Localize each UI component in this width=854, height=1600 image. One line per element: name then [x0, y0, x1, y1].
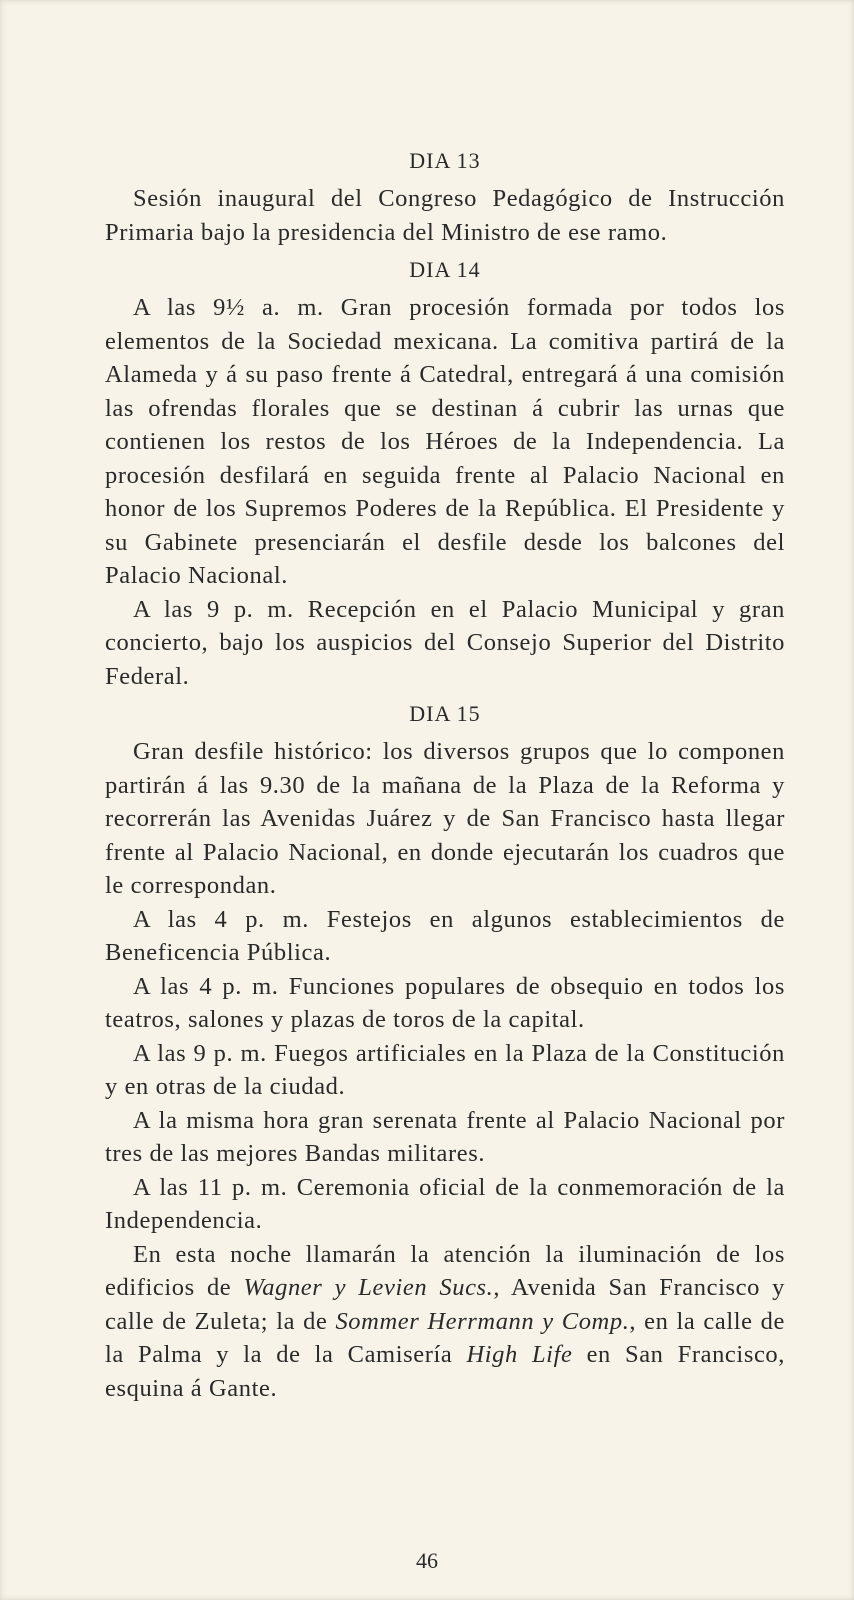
closing-text-1: En esta noche llamarán la atención la iluminación de los edificios de	[105, 1240, 785, 1301]
day-15-paragraph-6: A las 11 p. m. Ceremonia oficial de la conmemoración de la Independencia.	[105, 1173, 785, 1234]
page-body	[105, 140, 785, 1405]
day-14-paragraph-2: A las 9 p. m. Recepción en el Palacio Municipal y gran concierto, bajo los auspicios del Consejo Superior del Distrito Federal.	[105, 595, 785, 690]
day-15-paragraph-1: Gran desfile histórico: los diversos grupos que lo componen partirán á las 9.30 de la mañana de la Plaza de la Reforma y recorrerán las Avenidas Juárez y de San Francisco hasta llegar frente al Palacio Nacional, en donde ejecutarán los cuadros que le correspondan.	[105, 738, 785, 899]
day-15-closing-paragraph	[105, 1238, 785, 1406]
day-14-paragraph-1: A las 9½ a. m. Gran procesión formada por todos los elementos de la Sociedad mexicana. La comitiva partirá de la Alameda y á su paso frente á Catedral, entregará á una comisión las ofrendas florales que se destinan á cubrir las urnas que contienen los restos de los Héroes de la Independencia. La procesión desfilará en seguida frente al Palacio Nacional en honor de los Supremos Poderes de la República. El Presidente y su Gabinete presenciarán el desfile desde los balcones del Palacio Nacional.	[105, 294, 785, 589]
day-15-heading: DIA 15	[409, 701, 481, 726]
closing-italic-1: Wagner y Levien Sucs.	[243, 1274, 494, 1301]
closing-text-4: en San Francisco, esquina á Gante.	[105, 1341, 785, 1402]
day-14-heading: DIA 14	[409, 257, 481, 282]
day-15-paragraph-2: A las 4 p. m. Festejos en algunos establecimientos de Beneficencia Pública.	[105, 905, 785, 966]
day-13-heading: DIA 13	[409, 148, 481, 173]
closing-text-2: , Avenida San Francisco y calle de Zuleta; la de	[105, 1274, 785, 1335]
page-number: 46	[416, 1548, 438, 1573]
closing-text-3: , en la calle de la Palma y la de la Camisería	[105, 1307, 785, 1368]
closing-italic-3: High Life	[466, 1341, 573, 1368]
closing-italic-2: Sommer Herrmann y Comp.	[335, 1307, 630, 1335]
day-15-paragraph-4: A las 9 p. m. Fuegos artificiales en la Plaza de la Constitución y en otras de la ciudad.	[105, 1039, 785, 1100]
day-15-paragraph-3: A las 4 p. m. Funciones populares de obsequio en todos los teatros, salones y plazas de toros de la capital.	[105, 972, 785, 1033]
day-15-paragraph-5: A la misma hora gran serenata frente al Palacio Nacional por tres de las mejores Bandas militares.	[105, 1106, 785, 1167]
day-13-paragraph-1: Sesión inaugural del Congreso Pedagógico de Instrucción Primaria bajo la presidencia del Ministro de ese ramo.	[105, 185, 785, 246]
